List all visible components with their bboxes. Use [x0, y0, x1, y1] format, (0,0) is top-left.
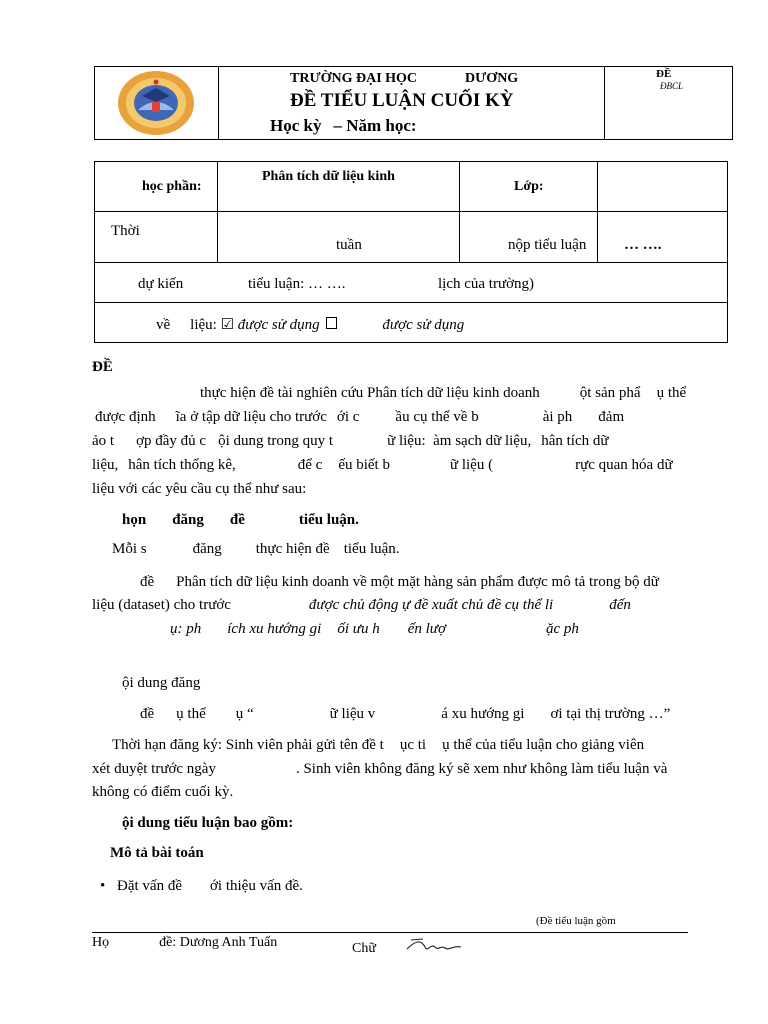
signature-label: Chữ	[352, 941, 376, 956]
intro-line-2: được định ĩa ở tập dữ liệu cho trước ới c ầu cụ thể về b ài ph đảm	[95, 409, 625, 425]
checked-box-icon: ☑	[220, 317, 235, 333]
submit-label: nộp tiểu luận	[508, 237, 587, 253]
exam-title: ĐỀ TIỂU LUẬN CUỐI KỲ	[290, 90, 514, 111]
register-content-title: ội dung đăng	[122, 675, 201, 691]
footer-author: Họ đề: Dương Anh Tuấn	[92, 935, 278, 950]
problem-title: Mô tả bài toán	[110, 845, 204, 861]
section-title: ĐỀ	[92, 359, 113, 375]
deadline-line-1: Thời hạn đăng ký: Sinh viên phải gửi tên đề t ục ti ụ thể của tiểu luận cho giảng viên	[112, 737, 645, 753]
topic-line-1: đề Phân tích dữ liệu kinh doanh về một mặt hàng sản phẩm được mô tả trong bộ dữ	[140, 574, 659, 590]
signature-image	[405, 935, 465, 957]
footer-note: (Đề tiểu luận gồm	[536, 915, 616, 927]
empty-checkbox-icon	[326, 317, 337, 329]
intro-line-3: ảo t ợp đầy đủ c ội dung trong quy t ữ liệu: àm sạch dữ liệu, hân tích dữ	[92, 433, 609, 449]
course-label: học phần:	[142, 179, 202, 194]
footer-divider	[92, 932, 688, 933]
bullet-icon: •	[100, 878, 106, 894]
register-example-line: đề ụ thể ụ “ ữ liệu v á xu hướng gi ơi tại thị trường …”	[140, 706, 671, 722]
each-student-line: Mỗi s đăng thực hiện đề tiểu luận.	[112, 541, 400, 557]
intro-line-5: liệu với các yêu cầu cụ thể như sau:	[92, 481, 307, 497]
deadline-line-2: xét duyệt trước ngày . Sinh viên không đăng ký sẽ xem như không làm tiểu luận và	[92, 761, 668, 777]
university-logo	[116, 70, 196, 136]
bullet-item: • Đặt vấn đề ới thiệu vấn đề.	[100, 878, 303, 894]
topic-line-3: ụ: ph ích xu hướng gi ối ưu h ến lượ ặc ph	[170, 621, 579, 637]
course-value: Phân tích dữ liệu kinh	[262, 169, 395, 184]
semester-line: Học kỳ – Năm học:	[270, 116, 417, 135]
submit-value: … ….	[624, 237, 662, 253]
choose-topic-heading: họn đăng đề tiểu luận.	[122, 512, 359, 528]
intro-line-1: thực hiện đề tài nghiên cứu Phân tích dữ liệu kinh doanh ột sản phẩ ụ thể	[200, 385, 687, 401]
weeks-label: tuần	[336, 237, 362, 253]
content-title: ội dung tiểu luận bao gồm:	[122, 815, 294, 831]
topic-line-2: liệu (dataset) cho trước được chủ động ự đề xuất chủ đề cụ thể li đến	[92, 597, 631, 613]
plan-a: dự kiến	[138, 276, 184, 292]
form-code-sub: ĐBCL	[660, 81, 684, 91]
plan-c: lịch của trường)	[438, 276, 535, 292]
deadline-line-3: không có điểm cuối kỳ.	[92, 784, 234, 800]
class-label: Lớp:	[514, 179, 544, 194]
form-code: ĐỀ	[656, 68, 672, 80]
time-label: Thời	[111, 223, 140, 239]
materials-row: về liệu: ☑ được sử dụng được sử dụng	[156, 317, 465, 333]
plan-b: tiểu luận: … ….	[248, 276, 346, 292]
university-name: TRƯỜNG ĐẠI HỌC DƯƠNG	[290, 71, 519, 86]
intro-line-4: liệu, hân tích thống kê, để c ếu biết b ữ liệu ( rực quan hóa dữ	[92, 457, 673, 473]
